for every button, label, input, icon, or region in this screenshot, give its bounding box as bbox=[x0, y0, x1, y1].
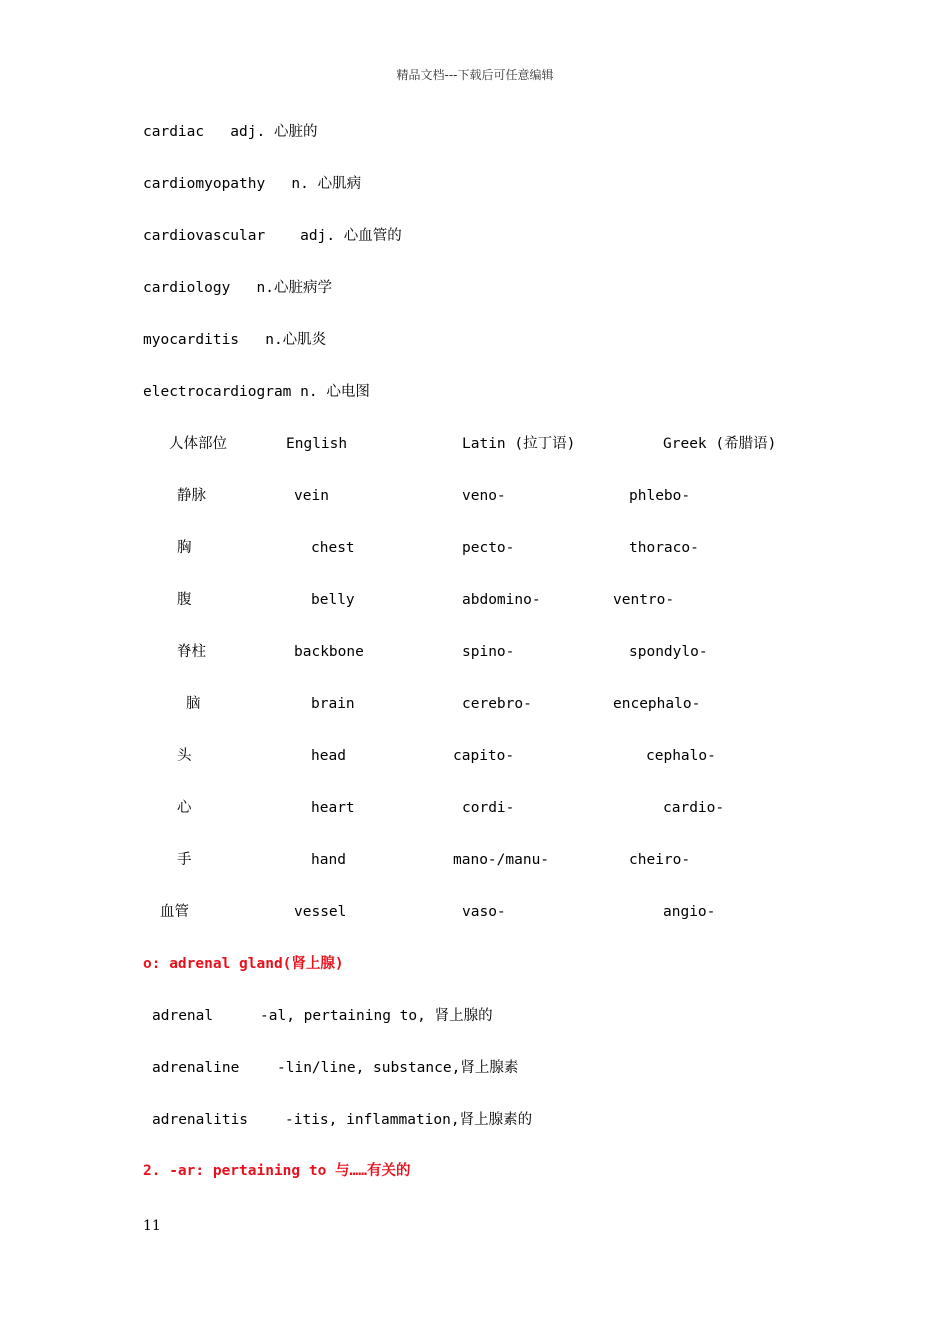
table-header-english: English bbox=[286, 436, 348, 452]
table-cell: cardio- bbox=[663, 800, 725, 816]
table-cell: 头 bbox=[177, 748, 192, 764]
term-definition: -al, pertaining to, 肾上腺的 bbox=[260, 1008, 493, 1024]
table-cell: encephalo- bbox=[613, 696, 701, 712]
table-header-body-part: 人体部位 bbox=[169, 436, 227, 452]
table-cell: 脊柱 bbox=[177, 644, 206, 660]
term: adrenal bbox=[152, 1008, 214, 1024]
term-definition: -itis, inflammation,肾上腺素的 bbox=[285, 1112, 533, 1128]
table-cell: head bbox=[311, 748, 346, 764]
table-cell: spondylo- bbox=[629, 644, 708, 660]
term: adrenaline bbox=[152, 1060, 240, 1076]
table-cell: ventro- bbox=[613, 592, 675, 608]
section-heading: 2. -ar: pertaining to 与……有关的 bbox=[143, 1163, 411, 1179]
vocab-line: electrocardiogram n. 心电图 bbox=[143, 384, 370, 400]
table-cell: cheiro- bbox=[629, 852, 691, 868]
table-cell: cephalo- bbox=[646, 748, 716, 764]
table-cell: spino- bbox=[462, 644, 515, 660]
table-cell: brain bbox=[311, 696, 355, 712]
table-cell: capito- bbox=[453, 748, 515, 764]
table-cell: pecto- bbox=[462, 540, 515, 556]
table-cell: heart bbox=[311, 800, 355, 816]
table-cell: 血管 bbox=[160, 904, 189, 920]
table-cell: 腹 bbox=[177, 592, 192, 608]
term-definition: -lin/line, substance,肾上腺素 bbox=[277, 1060, 519, 1076]
table-cell: mano-/manu- bbox=[453, 852, 550, 868]
section-heading: o: adrenal gland(肾上腺) bbox=[143, 956, 344, 972]
vocab-line: cardiology n.心脏病学 bbox=[143, 280, 332, 296]
table-cell: cordi- bbox=[462, 800, 515, 816]
page-header: 精品文档---下载后可任意编辑 bbox=[396, 68, 554, 82]
table-cell: vaso- bbox=[462, 904, 506, 920]
table-cell: 心 bbox=[177, 800, 192, 816]
table-cell: 手 bbox=[177, 852, 192, 868]
table-header-greek: Greek (希腊语) bbox=[663, 436, 777, 452]
table-cell: thoraco- bbox=[629, 540, 699, 556]
table-cell: vein bbox=[294, 488, 329, 504]
table-cell: vessel bbox=[294, 904, 347, 920]
vocab-line: cardiovascular adj. 心血管的 bbox=[143, 228, 402, 244]
table-cell: phlebo- bbox=[629, 488, 691, 504]
table-cell: belly bbox=[311, 592, 355, 608]
table-cell: backbone bbox=[294, 644, 364, 660]
table-cell: 胸 bbox=[177, 540, 192, 556]
table-cell: chest bbox=[311, 540, 355, 556]
table-cell: cerebro- bbox=[462, 696, 532, 712]
vocab-line: cardiac adj. 心脏的 bbox=[143, 124, 318, 140]
term: adrenalitis bbox=[152, 1112, 249, 1128]
table-cell: angio- bbox=[663, 904, 716, 920]
vocab-line: cardiomyopathy n. 心肌病 bbox=[143, 176, 362, 192]
vocab-line: myocarditis n.心肌炎 bbox=[143, 332, 327, 348]
table-cell: hand bbox=[311, 852, 346, 868]
table-cell: 静脉 bbox=[177, 488, 206, 504]
table-cell: abdomino- bbox=[462, 592, 541, 608]
table-cell: 脑 bbox=[186, 696, 201, 712]
table-header-latin: Latin (拉丁语) bbox=[462, 436, 576, 452]
page-number: 11 bbox=[143, 1218, 161, 1234]
table-cell: veno- bbox=[462, 488, 506, 504]
